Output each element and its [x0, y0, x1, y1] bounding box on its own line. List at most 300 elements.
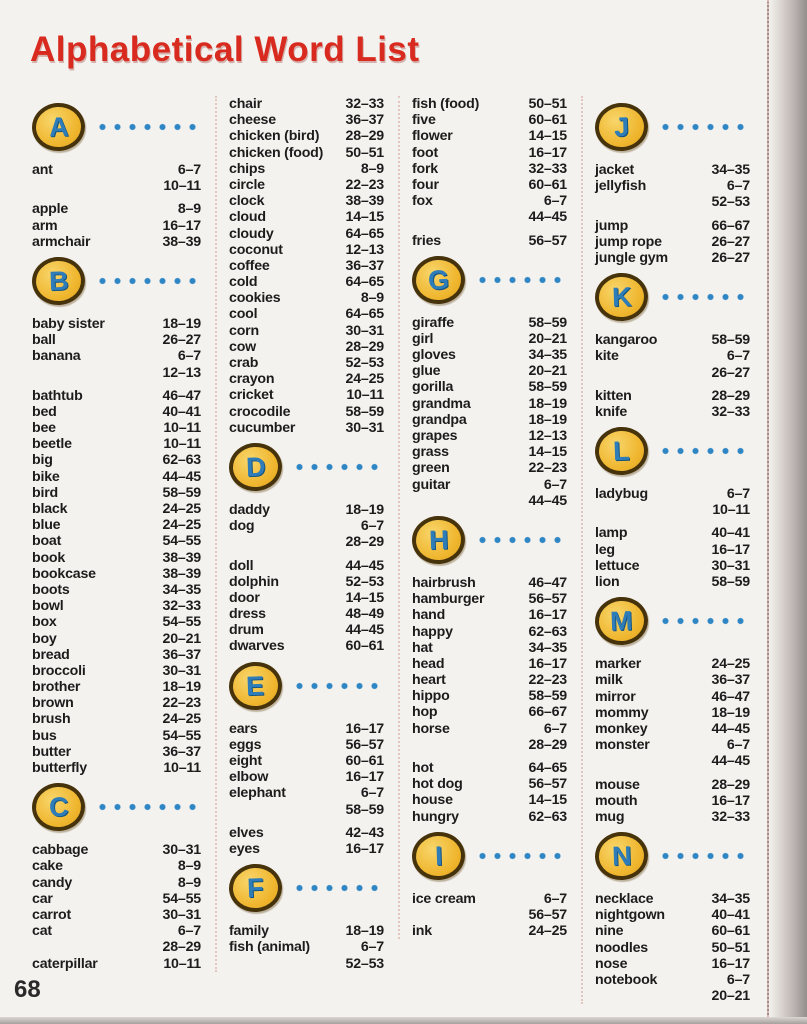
page-range: 64–65 [345, 225, 384, 242]
badge-letter: M [609, 605, 634, 637]
word-label: kitten [595, 387, 632, 404]
word-label: heart [412, 672, 446, 689]
word-entry [595, 705, 750, 721]
letter-badge-icon [30, 781, 86, 833]
page-range: 16–17 [528, 607, 567, 624]
letter-badge-icon [30, 255, 86, 307]
page-range: 34–35 [528, 639, 567, 656]
word-entry [32, 420, 201, 436]
word-entry [595, 162, 750, 178]
letter-section-i [412, 829, 567, 883]
word-entry [412, 412, 567, 428]
word-entry [32, 891, 201, 907]
page-range: 18–19 [162, 679, 201, 696]
word-label: bread [32, 646, 70, 663]
word-label: dress [229, 606, 266, 623]
word-label: monster [595, 737, 650, 754]
word-entry [32, 550, 201, 566]
word-entry [412, 96, 567, 112]
page-range: 58–59 [528, 314, 567, 331]
badge-letter: J [613, 111, 630, 142]
word-label: guitar [412, 476, 451, 493]
page-range: 32–33 [711, 808, 750, 825]
page-range: 18–19 [528, 395, 567, 412]
word-label: baby sister [32, 315, 105, 332]
word-entry [412, 379, 567, 395]
page-range: 60–61 [528, 176, 567, 193]
word-entry [32, 711, 201, 727]
word-label: clock [229, 193, 265, 210]
word-entry [412, 128, 567, 144]
word-entry [412, 591, 567, 607]
word-entry [32, 614, 201, 630]
word-entry [595, 923, 750, 939]
word-label: crocodile [229, 403, 291, 420]
word-entry [229, 96, 384, 112]
page-range: 24–25 [162, 501, 201, 517]
badge-letter: G [427, 263, 450, 295]
page-range: 10–11 [712, 502, 750, 519]
word-entry [229, 534, 384, 550]
letter-section-l [595, 424, 750, 478]
letter-section-c [32, 780, 201, 834]
word-label: carrot [32, 906, 72, 923]
word-label: mouth [595, 792, 638, 809]
word-entry [229, 753, 384, 769]
word-label: bookcase [32, 565, 96, 582]
page-range: 40–41 [711, 525, 750, 542]
word-label: gloves [412, 347, 456, 364]
word-label: head [412, 655, 445, 672]
row-spacer [412, 226, 567, 233]
badge-letter: B [48, 265, 69, 296]
word-label: lettuce [595, 557, 640, 574]
page-range: 44–45 [711, 753, 750, 770]
word-entry [412, 193, 567, 209]
page-range: 12–13 [528, 428, 567, 444]
word-entry [595, 737, 750, 753]
page-range: 58–59 [345, 403, 384, 420]
word-entry [412, 891, 567, 907]
word-entry [595, 809, 750, 825]
letter-section-e [229, 659, 384, 713]
badge-letter: L [612, 435, 631, 466]
page-range: 6–7 [543, 890, 567, 907]
word-entry [32, 485, 201, 501]
word-entry [595, 988, 750, 1004]
page-range: 12–13 [162, 364, 201, 381]
letter-badge-icon [410, 254, 466, 306]
letter-badge-icon [593, 101, 649, 153]
page-range: 16–17 [711, 955, 750, 972]
word-entry [595, 178, 750, 194]
word-list [32, 96, 764, 1004]
word-label: cookies [229, 290, 281, 307]
word-entry [412, 776, 567, 792]
word-entry [595, 721, 750, 737]
dotted-line [95, 277, 201, 285]
word-entry [229, 355, 384, 371]
letter-badge-icon [227, 862, 283, 914]
page-range: 36–37 [162, 646, 201, 663]
word-label: hot [412, 760, 434, 776]
page-range: 16–17 [162, 217, 201, 234]
page-range: 10–11 [163, 178, 201, 195]
word-entry [412, 396, 567, 412]
word-label: jump [595, 217, 629, 234]
badge-letter: H [428, 524, 449, 555]
letter-section-n [595, 829, 750, 883]
word-label: butterfly [32, 760, 87, 776]
page-range: 44–45 [162, 468, 201, 485]
word-entry [595, 656, 750, 672]
page-range: 54–55 [162, 890, 201, 907]
page-range: 16–17 [528, 144, 567, 161]
page-range: 8–9 [360, 160, 384, 177]
word-label: grass [412, 444, 449, 461]
word-entry [32, 234, 201, 250]
word-entry [412, 161, 567, 177]
page-range: 6–7 [543, 193, 567, 210]
word-label: happy [412, 623, 453, 640]
word-entry [412, 331, 567, 347]
page-range: 44–45 [711, 720, 750, 737]
word-label: crayon [229, 371, 275, 388]
word-label: cricket [229, 387, 274, 404]
word-entry [412, 737, 567, 753]
page-range: 6–7 [177, 162, 201, 178]
word-entry [595, 365, 750, 381]
page-range: 26–27 [711, 233, 750, 250]
page-range: 62–63 [162, 452, 201, 469]
page-range: 22–23 [528, 672, 567, 689]
page-range: 54–55 [162, 533, 201, 550]
page-range: 56–57 [528, 591, 567, 608]
word-entry [32, 582, 201, 598]
word-label: elbow [229, 769, 269, 786]
word-entry [32, 316, 201, 332]
page-range: 58–59 [162, 484, 201, 501]
badge-letter: I [434, 840, 443, 871]
word-entry [32, 388, 201, 404]
word-label: coconut [229, 241, 283, 258]
word-label: hungry [412, 808, 459, 825]
word-entry [412, 907, 567, 923]
word-label: bee [32, 420, 56, 437]
page-range: 58–59 [528, 379, 567, 396]
word-entry [229, 112, 384, 128]
page-range: 44–45 [345, 622, 384, 639]
page-range: 52–53 [345, 573, 384, 590]
word-entry [32, 695, 201, 711]
dotted-line [658, 447, 750, 455]
word-label: hairbrush [412, 574, 476, 591]
page-range: 46–47 [528, 574, 567, 591]
word-entry [32, 404, 201, 420]
word-entry [595, 672, 750, 688]
page-range: 34–35 [162, 581, 201, 598]
word-entry [32, 162, 201, 178]
page-range: 52–53 [345, 355, 384, 371]
page-range: 42–43 [345, 824, 384, 841]
row-spacer [595, 770, 750, 777]
word-entry [412, 792, 567, 808]
page-range: 22–23 [345, 176, 384, 193]
word-label: grandpa [412, 411, 467, 428]
page-range: 32–33 [528, 160, 567, 177]
page-range: 36–37 [711, 672, 750, 689]
page-range: 14–15 [345, 589, 384, 606]
page-range: 24–25 [345, 371, 384, 388]
word-entry [412, 315, 567, 331]
page-range: 36–37 [345, 257, 384, 274]
word-entry [32, 956, 201, 972]
word-entry [229, 558, 384, 574]
letter-section-k [595, 270, 750, 324]
word-label: hippo [412, 688, 450, 705]
page-range: 16–17 [711, 792, 750, 809]
word-entry [595, 502, 750, 518]
word-entry [229, 290, 384, 306]
word-entry [229, 622, 384, 638]
page-range: 64–65 [345, 306, 384, 323]
word-label: hamburger [412, 591, 485, 608]
word-label: boots [32, 581, 70, 598]
word-column [215, 96, 398, 972]
page-range: 32–33 [162, 598, 201, 615]
word-entry [32, 348, 201, 364]
page-range: 20–21 [162, 630, 201, 647]
word-label: cucumber [229, 419, 296, 436]
row-spacer [595, 518, 750, 525]
word-entry [229, 825, 384, 841]
word-label: kite [595, 348, 619, 365]
word-label: fish (animal) [229, 939, 310, 956]
page-range: 10–11 [163, 955, 201, 972]
word-label: arm [32, 217, 58, 234]
page-range: 62–63 [528, 623, 567, 640]
page-range: 22–23 [162, 695, 201, 712]
page-range: 50–51 [345, 144, 384, 161]
letter-badge-icon [593, 425, 649, 477]
page-range: 50–51 [711, 939, 750, 956]
word-label: five [412, 112, 436, 129]
word-label: mirror [595, 688, 636, 705]
page-range: 28–29 [162, 939, 201, 956]
word-entry [595, 486, 750, 502]
scanned-bottom-edge [0, 1017, 807, 1024]
word-label: banana [32, 348, 81, 365]
word-entry [229, 274, 384, 290]
word-label: butter [32, 743, 71, 760]
word-label: fries [412, 232, 441, 249]
word-label: bus [32, 727, 57, 744]
word-label: caterpillar [32, 955, 98, 972]
page-range: 6–7 [360, 785, 384, 802]
dotted-line [292, 463, 384, 471]
page-range: 14–15 [528, 444, 567, 461]
page-range: 30–31 [345, 419, 384, 436]
word-entry [32, 218, 201, 234]
word-entry [32, 332, 201, 348]
page-range: 8–9 [360, 290, 384, 307]
word-label: bowl [32, 598, 64, 615]
word-label: giraffe [412, 314, 454, 331]
page-range: 28–29 [345, 128, 384, 145]
word-label: circle [229, 176, 265, 193]
word-entry [595, 972, 750, 988]
badge-letter: D [245, 451, 266, 482]
word-label: beetle [32, 436, 72, 453]
word-entry [412, 607, 567, 623]
word-label: kangaroo [595, 332, 658, 349]
word-entry [229, 785, 384, 801]
word-label: family [229, 923, 269, 940]
page-range: 40–41 [162, 403, 201, 420]
letter-badge-icon [227, 441, 283, 493]
letter-badge-icon [593, 595, 649, 647]
word-entry [412, 460, 567, 476]
word-entry [229, 939, 384, 955]
word-entry [595, 250, 750, 266]
word-label: bike [32, 468, 60, 485]
word-entry [595, 956, 750, 972]
word-entry [229, 323, 384, 339]
word-entry [229, 371, 384, 387]
word-entry [412, 575, 567, 591]
word-entry [32, 598, 201, 614]
word-label: coffee [229, 257, 270, 274]
word-label: four [412, 176, 439, 193]
word-entry [229, 737, 384, 753]
page-range: 28–29 [345, 534, 384, 551]
page-range: 38–39 [162, 549, 201, 566]
word-entry [229, 387, 384, 403]
word-label: brush [32, 711, 71, 728]
letter-section-a [32, 100, 201, 154]
dotted-line [475, 276, 567, 284]
page-range: 6–7 [726, 178, 750, 195]
word-entry [32, 365, 201, 381]
word-label: apple [32, 201, 69, 218]
word-entry [595, 907, 750, 923]
word-label: foot [412, 144, 438, 161]
page-range: 18–19 [711, 704, 750, 721]
badge-letter: F [246, 872, 265, 903]
page-range: 54–55 [162, 727, 201, 744]
scanned-page-edge [767, 0, 807, 1024]
word-entry [32, 533, 201, 549]
word-entry [229, 128, 384, 144]
letter-section-m [595, 594, 750, 648]
word-entry [229, 802, 384, 818]
word-label: chair [229, 96, 262, 112]
page-range: 10–11 [163, 760, 201, 776]
letter-badge-icon [227, 660, 283, 712]
page-range: 28–29 [711, 776, 750, 793]
page-range: 26–27 [711, 249, 750, 266]
word-entry [595, 558, 750, 574]
word-label: cake [32, 858, 63, 875]
word-entry [229, 574, 384, 590]
word-entry [229, 258, 384, 274]
word-entry [32, 760, 201, 776]
row-spacer [229, 551, 384, 558]
word-label: ice cream [412, 890, 476, 907]
page-range: 18–19 [528, 411, 567, 428]
letter-section-d [229, 440, 384, 494]
word-label: gorilla [412, 379, 454, 396]
page-range: 38–39 [345, 193, 384, 210]
page-range: 30–31 [162, 842, 201, 859]
word-label: ball [32, 332, 56, 349]
page-range: 24–25 [162, 517, 201, 534]
word-label: big [32, 452, 53, 469]
page-range: 18–19 [162, 315, 201, 332]
word-label: noodles [595, 939, 648, 956]
page-range: 44–45 [528, 492, 567, 509]
word-entry [595, 793, 750, 809]
word-label: lamp [595, 525, 628, 542]
word-label: ladybug [595, 486, 648, 503]
word-entry [32, 663, 201, 679]
word-label: flower [412, 128, 453, 145]
page-range: 52–53 [711, 194, 750, 211]
word-label: elephant [229, 785, 286, 802]
dotted-line [292, 884, 384, 892]
word-entry [32, 501, 201, 517]
badge-letter: E [245, 669, 266, 701]
page-range: 24–25 [711, 656, 750, 673]
word-label: chips [229, 160, 266, 177]
word-label: girl [412, 330, 434, 347]
word-label: hot dog [412, 776, 463, 793]
page-range: 16–17 [345, 720, 384, 737]
word-label: lion [595, 574, 620, 590]
word-entry [412, 477, 567, 493]
word-label: crab [229, 355, 259, 371]
page-range: 64–65 [345, 274, 384, 291]
row-spacer [32, 194, 201, 201]
word-entry [412, 640, 567, 656]
word-label: nine [595, 923, 624, 940]
word-entry [32, 631, 201, 647]
letter-badge-icon [593, 830, 649, 882]
letter-section-h [412, 513, 567, 567]
word-entry [412, 112, 567, 128]
word-label: brown [32, 695, 74, 712]
page-range: 6–7 [360, 939, 384, 956]
page-range: 38–39 [162, 233, 201, 250]
page-range: 10–11 [163, 436, 201, 453]
dotted-line [475, 536, 567, 544]
letter-section-b [32, 254, 201, 308]
word-entry [595, 940, 750, 956]
page-range: 10–11 [346, 387, 384, 404]
page-range: 32–33 [345, 96, 384, 112]
letter-section-g [412, 253, 567, 307]
page-range: 58–59 [711, 332, 750, 349]
page-range: 22–23 [528, 460, 567, 477]
word-label: grandma [412, 395, 471, 412]
word-label: glue [412, 363, 441, 380]
badge-letter: N [611, 840, 632, 871]
word-label: boy [32, 630, 57, 647]
page-range: 36–37 [162, 743, 201, 760]
word-column [581, 96, 764, 1004]
word-entry [32, 842, 201, 858]
word-label: jump rope [595, 233, 662, 250]
